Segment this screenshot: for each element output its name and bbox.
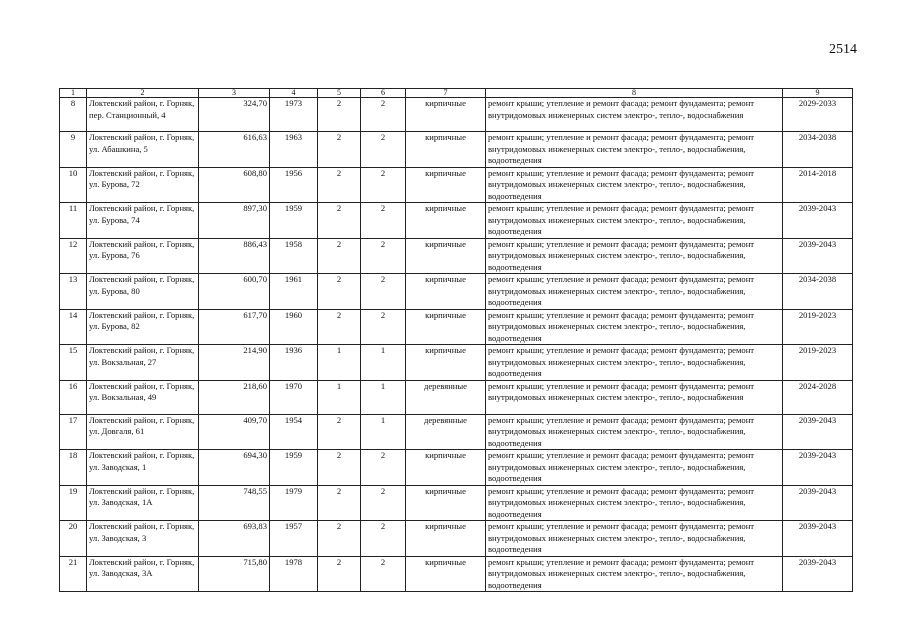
floors-cell: 2 bbox=[318, 450, 361, 486]
year-cell: 1959 bbox=[270, 450, 318, 486]
works-cell: ремонт крыши; утепление и ремонт фасада; ремонт фундамента; ремонт внутридомовых инженерных систем электро-, тепло-, водоснабжения, водоотведения bbox=[486, 521, 783, 557]
period-cell: 2039-2043 bbox=[783, 556, 853, 592]
address-cell: Локтевский район, г. Горняк, пер. Станционный, 4 bbox=[87, 98, 199, 132]
works-cell: ремонт крыши; утепление и ремонт фасада; ремонт фундамента; ремонт внутридомовых инженерных систем электро-, тепло-, водоснабжения, водоотведения bbox=[486, 556, 783, 592]
wall-material-cell: кирпичные bbox=[406, 167, 486, 203]
row-number: 13 bbox=[60, 274, 87, 310]
year-cell: 1961 bbox=[270, 274, 318, 310]
row-number: 21 bbox=[60, 556, 87, 592]
floors-cell: 2 bbox=[318, 132, 361, 168]
address-cell: Локтевский район, г. Горняк, ул. Бурова, 80 bbox=[87, 274, 199, 310]
entrances-cell: 2 bbox=[361, 132, 406, 168]
column-number: 1 bbox=[60, 89, 87, 98]
wall-material-cell: кирпичные bbox=[406, 98, 486, 132]
wall-material-cell: деревянные bbox=[406, 380, 486, 414]
column-number: 4 bbox=[270, 89, 318, 98]
works-cell: ремонт крыши; утепление и ремонт фасада; ремонт фундамента; ремонт внутридомовых инженерных систем электро-, тепло-, водоснабжения, водоотведения bbox=[486, 132, 783, 168]
table-row bbox=[60, 556, 853, 592]
table-row bbox=[60, 132, 853, 168]
works-cell: ремонт крыши; утепление и ремонт фасада; ремонт фундамента; ремонт внутридомовых инженерных систем электро-, тепло-, водоснабжения bbox=[486, 380, 783, 414]
address-cell: Локтевский район, г. Горняк, ул. Бурова, 76 bbox=[87, 238, 199, 274]
area-cell: 409,70 bbox=[199, 414, 270, 450]
period-cell: 2034-2038 bbox=[783, 274, 853, 310]
year-cell: 1954 bbox=[270, 414, 318, 450]
address-cell: Локтевский район, г. Горняк, ул. Заводская, 1А bbox=[87, 485, 199, 521]
table-row bbox=[60, 98, 853, 132]
column-number: 6 bbox=[361, 89, 406, 98]
year-cell: 1970 bbox=[270, 380, 318, 414]
column-number: 2 bbox=[87, 89, 199, 98]
floors-cell: 2 bbox=[318, 309, 361, 345]
period-cell: 2039-2043 bbox=[783, 203, 853, 239]
works-cell: ремонт крыши; утепление и ремонт фасада; ремонт фундамента; ремонт внутридомовых инженерных систем электро-, тепло-, водоснабжения, водоотведения bbox=[486, 274, 783, 310]
floors-cell: 2 bbox=[318, 485, 361, 521]
column-number: 9 bbox=[783, 89, 853, 98]
period-cell: 2039-2043 bbox=[783, 450, 853, 486]
floors-cell: 2 bbox=[318, 203, 361, 239]
works-cell: ремонт крыши; утепление и ремонт фасада; ремонт фундамента; ремонт внутридомовых инженерных систем электро-, тепло-, водоснабжения, водоотведения bbox=[486, 450, 783, 486]
area-cell: 324,70 bbox=[199, 98, 270, 132]
works-cell: ремонт крыши; утепление и ремонт фасада; ремонт фундамента; ремонт внутридомовых инженерных систем электро-, тепло-, водоснабжения, водоотведения bbox=[486, 203, 783, 239]
works-cell: ремонт крыши; утепление и ремонт фасада; ремонт фундамента; ремонт внутридомовых инженерных систем электро-, тепло-, водоснабжения, водоотведения bbox=[486, 238, 783, 274]
area-cell: 693,83 bbox=[199, 521, 270, 557]
area-cell: 897,30 bbox=[199, 203, 270, 239]
table-row bbox=[60, 485, 853, 521]
column-number: 3 bbox=[199, 89, 270, 98]
year-cell: 1978 bbox=[270, 556, 318, 592]
address-cell: Локтевский район, г. Горняк, ул. Абашкина, 5 bbox=[87, 132, 199, 168]
year-cell: 1957 bbox=[270, 521, 318, 557]
address-cell: Локтевский район, г. Горняк, ул. Заводская, 3 bbox=[87, 521, 199, 557]
row-number: 19 bbox=[60, 485, 87, 521]
year-cell: 1960 bbox=[270, 309, 318, 345]
row-number: 20 bbox=[60, 521, 87, 557]
address-cell: Локтевский район, г. Горняк, ул. Вокзальная, 49 bbox=[87, 380, 199, 414]
floors-cell: 1 bbox=[318, 380, 361, 414]
row-number: 9 bbox=[60, 132, 87, 168]
entrances-cell: 2 bbox=[361, 521, 406, 557]
entrances-cell: 1 bbox=[361, 345, 406, 381]
year-cell: 1979 bbox=[270, 485, 318, 521]
area-cell: 608,80 bbox=[199, 167, 270, 203]
period-cell: 2039-2043 bbox=[783, 238, 853, 274]
page-number: 2514 bbox=[829, 42, 857, 57]
year-cell: 1936 bbox=[270, 345, 318, 381]
entrances-cell: 2 bbox=[361, 556, 406, 592]
wall-material-cell: кирпичные bbox=[406, 450, 486, 486]
row-number: 18 bbox=[60, 450, 87, 486]
works-cell: ремонт крыши; утепление и ремонт фасада; ремонт фундамента; ремонт внутридомовых инженерных систем электро-, тепло-, водоснабжения bbox=[486, 98, 783, 132]
area-cell: 886,43 bbox=[199, 238, 270, 274]
wall-material-cell: деревянные bbox=[406, 414, 486, 450]
row-number: 16 bbox=[60, 380, 87, 414]
table-row bbox=[60, 274, 853, 310]
address-cell: Локтевский район, г. Горняк, ул. Вокзальная, 27 bbox=[87, 345, 199, 381]
area-cell: 214,90 bbox=[199, 345, 270, 381]
row-number: 12 bbox=[60, 238, 87, 274]
area-cell: 748,55 bbox=[199, 485, 270, 521]
table-row bbox=[60, 450, 853, 486]
period-cell: 2019-2023 bbox=[783, 309, 853, 345]
wall-material-cell: кирпичные bbox=[406, 556, 486, 592]
floors-cell: 1 bbox=[318, 345, 361, 381]
wall-material-cell: кирпичные bbox=[406, 521, 486, 557]
year-cell: 1956 bbox=[270, 167, 318, 203]
entrances-cell: 1 bbox=[361, 380, 406, 414]
table-row bbox=[60, 345, 853, 381]
entrances-cell: 2 bbox=[361, 98, 406, 132]
area-cell: 616,63 bbox=[199, 132, 270, 168]
area-cell: 715,80 bbox=[199, 556, 270, 592]
address-cell: Локтевский район, г. Горняк, ул. Заводская, 3А bbox=[87, 556, 199, 592]
floors-cell: 2 bbox=[318, 167, 361, 203]
works-cell: ремонт крыши; утепление и ремонт фасада; ремонт фундамента; ремонт внутридомовых инженерных систем электро-, тепло-, водоснабжения, водоотведения bbox=[486, 167, 783, 203]
entrances-cell: 2 bbox=[361, 274, 406, 310]
table-body bbox=[60, 98, 853, 592]
address-cell: Локтевский район, г. Горняк, ул. Заводская, 1 bbox=[87, 450, 199, 486]
area-cell: 694,30 bbox=[199, 450, 270, 486]
column-number: 5 bbox=[318, 89, 361, 98]
wall-material-cell: кирпичные bbox=[406, 203, 486, 239]
entrances-cell: 2 bbox=[361, 203, 406, 239]
entrances-cell: 2 bbox=[361, 309, 406, 345]
table-row bbox=[60, 521, 853, 557]
wall-material-cell: кирпичные bbox=[406, 485, 486, 521]
entrances-cell: 1 bbox=[361, 414, 406, 450]
floors-cell: 2 bbox=[318, 556, 361, 592]
works-cell: ремонт крыши; утепление и ремонт фасада; ремонт фундамента; ремонт внутридомовых инженерных систем электро-, тепло-, водоснабжения, водоотведения bbox=[486, 414, 783, 450]
area-cell: 600,70 bbox=[199, 274, 270, 310]
floors-cell: 2 bbox=[318, 274, 361, 310]
floors-cell: 2 bbox=[318, 98, 361, 132]
works-cell: ремонт крыши; утепление и ремонт фасада; ремонт фундамента; ремонт внутридомовых инженерных систем электро-, тепло-, водоснабжения, водоотведения bbox=[486, 345, 783, 381]
row-number: 8 bbox=[60, 98, 87, 132]
row-number: 10 bbox=[60, 167, 87, 203]
address-cell: Локтевский район, г. Горняк, ул. Довгаля, 61 bbox=[87, 414, 199, 450]
period-cell: 2039-2043 bbox=[783, 521, 853, 557]
entrances-cell: 2 bbox=[361, 238, 406, 274]
wall-material-cell: кирпичные bbox=[406, 238, 486, 274]
period-cell: 2019-2023 bbox=[783, 345, 853, 381]
table-row bbox=[60, 203, 853, 239]
floors-cell: 2 bbox=[318, 238, 361, 274]
wall-material-cell: кирпичные bbox=[406, 309, 486, 345]
works-cell: ремонт крыши; утепление и ремонт фасада; ремонт фундамента; ремонт внутридомовых инженерных систем электро-, тепло-, водоснабжения, водоотведения bbox=[486, 485, 783, 521]
column-number-row bbox=[60, 89, 853, 98]
period-cell: 2039-2043 bbox=[783, 414, 853, 450]
address-cell: Локтевский район, г. Горняк, ул. Бурова, 72 bbox=[87, 167, 199, 203]
row-number: 11 bbox=[60, 203, 87, 239]
row-number: 14 bbox=[60, 309, 87, 345]
period-cell: 2039-2043 bbox=[783, 485, 853, 521]
area-cell: 218,60 bbox=[199, 380, 270, 414]
period-cell: 2029-2033 bbox=[783, 98, 853, 132]
period-cell: 2034-2038 bbox=[783, 132, 853, 168]
wall-material-cell: кирпичные bbox=[406, 345, 486, 381]
works-cell: ремонт крыши; утепление и ремонт фасада; ремонт фундамента; ремонт внутридомовых инженерных систем электро-, тепло-, водоснабжения, водоотведения bbox=[486, 309, 783, 345]
table-row bbox=[60, 414, 853, 450]
floors-cell: 2 bbox=[318, 414, 361, 450]
wall-material-cell: кирпичные bbox=[406, 132, 486, 168]
row-number: 15 bbox=[60, 345, 87, 381]
column-number: 7 bbox=[406, 89, 486, 98]
table-row bbox=[60, 167, 853, 203]
floors-cell: 2 bbox=[318, 521, 361, 557]
year-cell: 1963 bbox=[270, 132, 318, 168]
year-cell: 1973 bbox=[270, 98, 318, 132]
table-row bbox=[60, 309, 853, 345]
entrances-cell: 2 bbox=[361, 485, 406, 521]
year-cell: 1959 bbox=[270, 203, 318, 239]
table-row bbox=[60, 380, 853, 414]
period-cell: 2014-2018 bbox=[783, 167, 853, 203]
address-cell: Локтевский район, г. Горняк, ул. Бурова, 74 bbox=[87, 203, 199, 239]
column-number: 8 bbox=[486, 89, 783, 98]
period-cell: 2024-2028 bbox=[783, 380, 853, 414]
row-number: 17 bbox=[60, 414, 87, 450]
wall-material-cell: кирпичные bbox=[406, 274, 486, 310]
housing-repair-table bbox=[59, 88, 853, 592]
address-cell: Локтевский район, г. Горняк, ул. Бурова, 82 bbox=[87, 309, 199, 345]
entrances-cell: 2 bbox=[361, 450, 406, 486]
entrances-cell: 2 bbox=[361, 167, 406, 203]
area-cell: 617,70 bbox=[199, 309, 270, 345]
year-cell: 1958 bbox=[270, 238, 318, 274]
table-row bbox=[60, 238, 853, 274]
